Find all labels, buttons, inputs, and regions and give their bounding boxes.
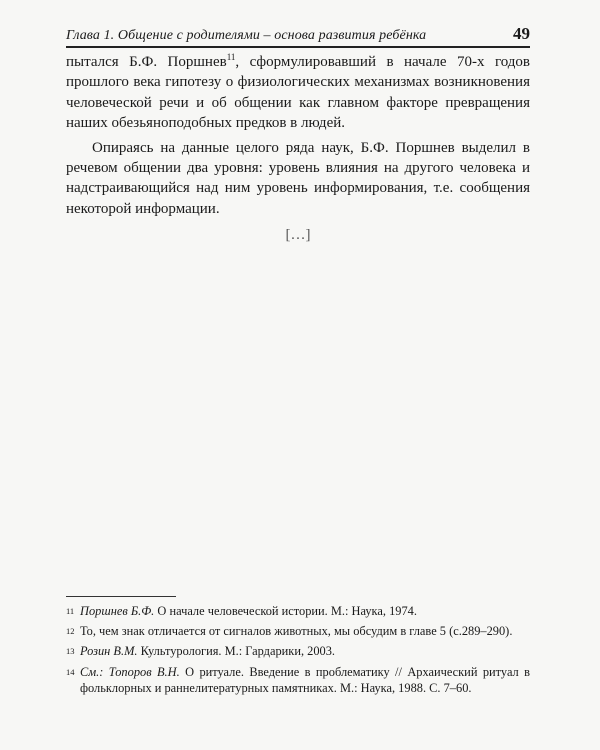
footnote-text: О начале человеческой истории. М.: Наука, 1974. bbox=[157, 604, 417, 618]
footnote-author: См.: Топоров В.Н. bbox=[80, 664, 180, 679]
footnote-author: Розин В.М. bbox=[80, 644, 138, 659]
footnote-11 bbox=[66, 603, 530, 619]
footnote-text: О ритуале. Введение в проблематику // Архаический ритуал в фольклорных и раннелитературных памятниках. М.: Наука, 1988. С. 7–60. bbox=[80, 664, 530, 695]
footnote-text: То, чем знак отличается от сигналов животных, мы обсудим в главе 5 (с.289–290). bbox=[80, 624, 513, 639]
paragraph-2: Опираясь на данные целого ряда наук, Б.Ф. Поршнев выделил в речевом общении два уровня: уровень влияния на другого человека и надстраивающийся над ним уровень информирования, т.е. сообщения некоторой информации. bbox=[66, 139, 530, 217]
running-header bbox=[66, 14, 530, 48]
paragraph-1-text: пытался Б.Ф. Поршнев bbox=[66, 54, 227, 70]
footnote-number: 12 bbox=[66, 626, 75, 637]
paragraph-1-text-after: , сформулировавший в начале 70-х годов прошлого века гипотезу о физиологических механизмах возникновения человеческой речи и об общении как главном факторе превращения наших обезьяноподобных предков в людей. bbox=[66, 54, 530, 132]
footnote-14 bbox=[66, 664, 530, 696]
footnote-number: 13 bbox=[66, 646, 75, 657]
footnote-number: 14 bbox=[66, 666, 75, 677]
omission-marker: […] bbox=[285, 227, 311, 244]
footnote-author: Поршнев Б.Ф. bbox=[80, 604, 155, 618]
footnote-number: 11 bbox=[66, 606, 75, 616]
footnote-rule bbox=[66, 596, 176, 597]
chapter-title: Глава 1. Общение с родителями – основа развития ребёнка bbox=[66, 28, 427, 43]
footnote-12 bbox=[66, 623, 530, 639]
footnote-text: Культурология. М.: Гардарики, 2003. bbox=[140, 644, 336, 659]
paragraph-1 bbox=[66, 52, 530, 134]
body-text bbox=[66, 52, 530, 246]
footnote-ref-11[interactable]: 11 bbox=[226, 52, 236, 62]
footnotes bbox=[66, 596, 530, 700]
footnote-13 bbox=[66, 643, 530, 659]
page-number: 49 bbox=[513, 24, 530, 43]
